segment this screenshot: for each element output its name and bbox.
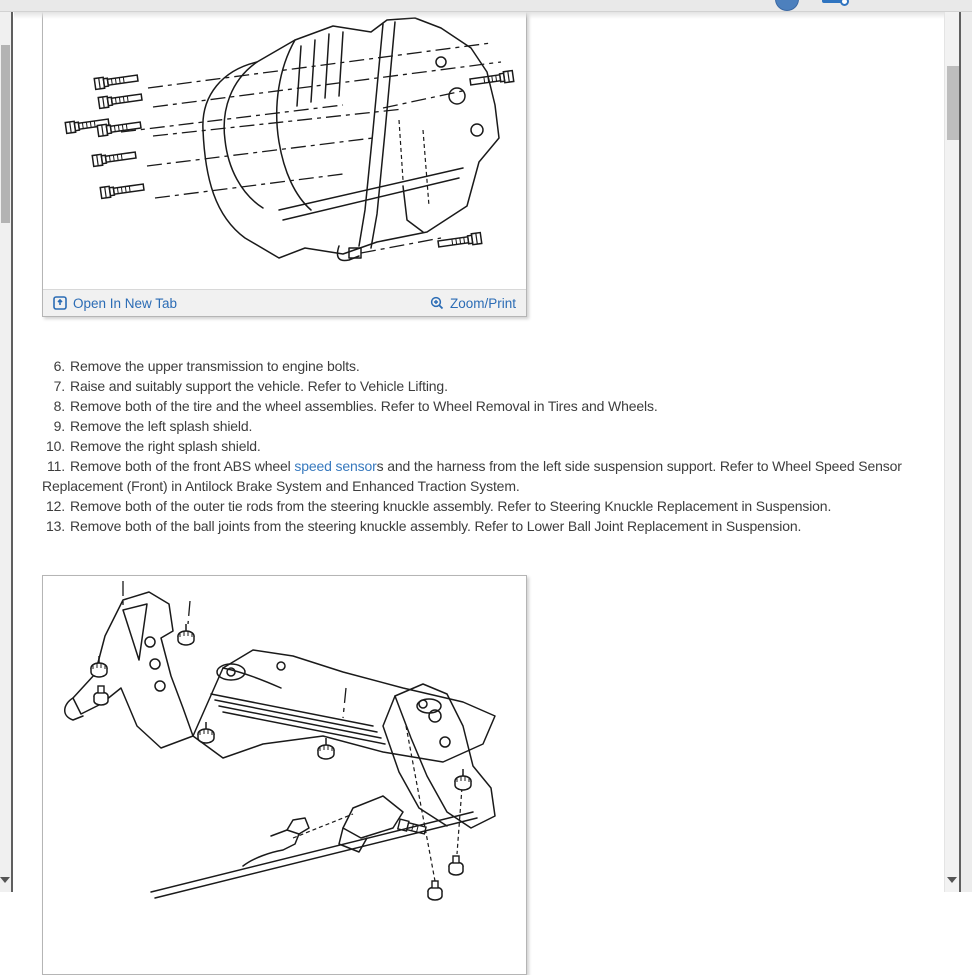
right-scrollbar[interactable]	[944, 11, 960, 892]
step-item: 8. Remove both of the tire and the wheel assemblies. Refer to Wheel Removal in Tires and Wheels.	[42, 396, 924, 416]
zoom-print-link[interactable]	[430, 296, 516, 311]
zoom-print-label: Zoom/Print	[449, 295, 516, 311]
open-in-new-tab-label: Open In New Tab	[73, 295, 178, 311]
left-scrollbar-thumb[interactable]	[1, 45, 10, 223]
figure1-footer	[43, 289, 526, 316]
procedure-steps	[42, 356, 924, 536]
right-scroll-down-arrow-icon[interactable]	[947, 877, 957, 883]
step-item: 10. Remove the right splash shield.	[42, 436, 924, 456]
inline-reference-link[interactable]: speed sensor	[294, 458, 377, 474]
top-toolbar	[0, 0, 972, 12]
step-number: 6.	[53, 358, 65, 374]
right-panel-divider	[959, 0, 961, 892]
figure-transmission-bolts	[42, 0, 527, 317]
open-in-new-tab-link[interactable]	[53, 296, 177, 311]
step-item: 11. Remove both of the front ABS wheel speed sensors and the harness from the left side suspension support. Refer to Wheel Speed Sensor Replacement (Front) in Antilock Brake System and Enhanced Traction System.	[42, 458, 902, 494]
zoom-plus-icon	[430, 296, 444, 310]
step-number: 13.	[45, 518, 65, 534]
open-in-new-tab-icon	[53, 296, 67, 310]
step-item: 12. Remove both of the outer tie rods from the steering knuckle assembly. Refer to Steering Knuckle Replacement in Suspension.	[42, 496, 924, 516]
left-scrollbar[interactable]	[0, 11, 11, 892]
step-number: 11.	[47, 458, 65, 474]
figure-suspension-subframe	[42, 575, 527, 975]
left-scroll-down-arrow-icon[interactable]	[0, 877, 10, 883]
step-number: 7.	[53, 378, 65, 394]
step-item: 7. Raise and suitably support the vehicle. Refer to Vehicle Lifting.	[42, 376, 924, 396]
step-number: 10.	[45, 438, 65, 454]
window-edge-strip	[961, 0, 972, 892]
step-number: 9.	[53, 418, 65, 434]
step-number: 8.	[53, 398, 65, 414]
step-item: 9. Remove the left splash shield.	[42, 416, 924, 436]
subframe-diagram-image	[43, 576, 526, 948]
print-icon[interactable]	[822, 0, 845, 3]
step-item: 13. Remove both of the ball joints from the steering knuckle assembly. Refer to Lower Ball Joint Replacement in Suspension.	[42, 516, 924, 536]
step-item: 6. Remove the upper transmission to engine bolts.	[42, 356, 924, 376]
right-scrollbar-thumb[interactable]	[947, 66, 959, 140]
left-panel-divider	[11, 11, 13, 892]
user-avatar-icon[interactable]	[775, 0, 799, 11]
transmission-diagram-image	[43, 10, 526, 289]
step-number: 12.	[45, 498, 65, 514]
